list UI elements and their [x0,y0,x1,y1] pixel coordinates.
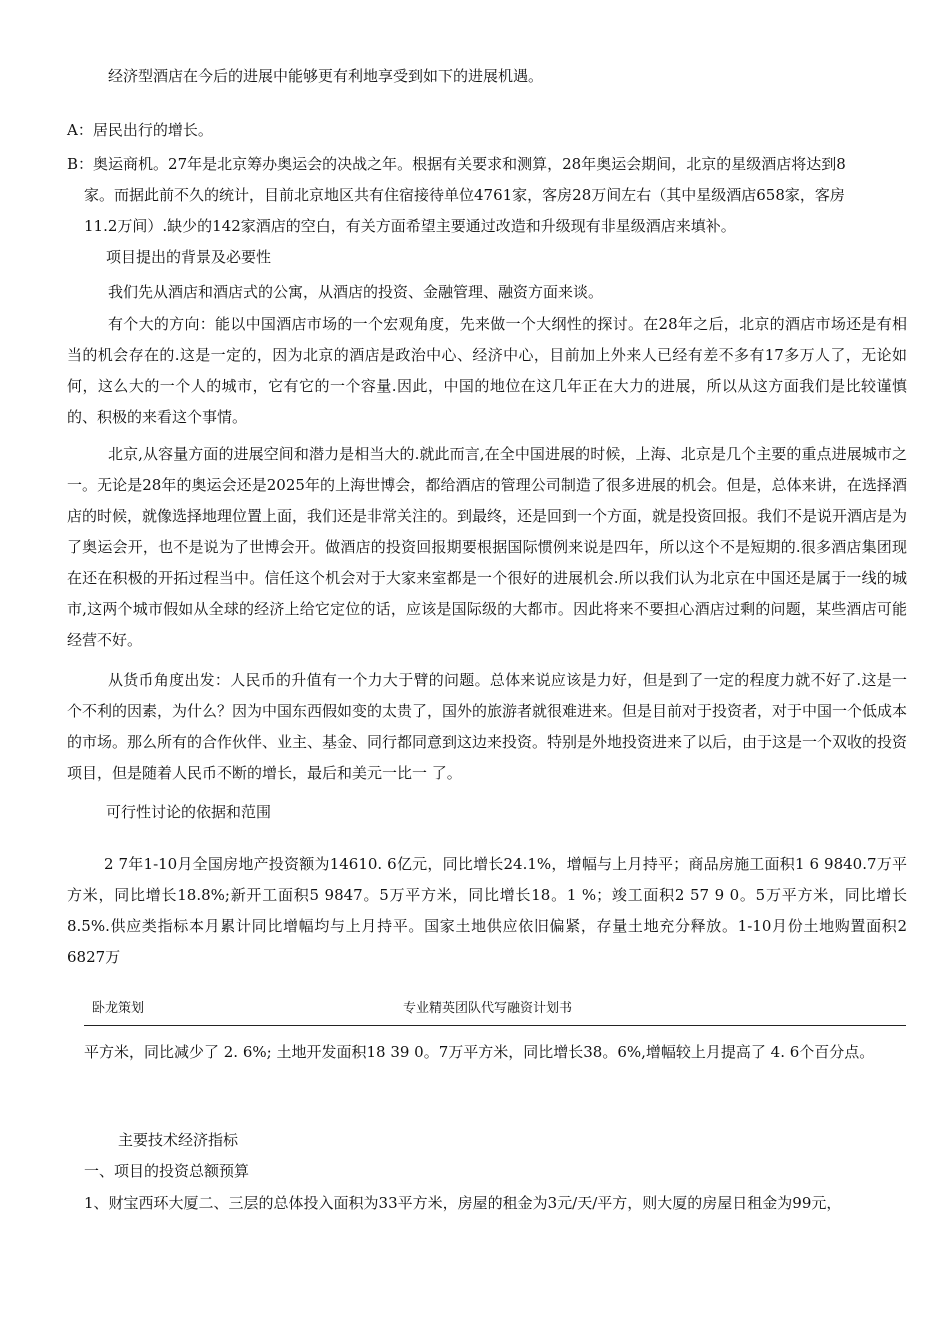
paragraph-budget: 1、财宝西环大厦二、三层的总体投入面积为33平方米，房屋的租金为3元/天/平方，则大厦的房屋日租金为99元， [84,1194,842,1212]
heading-indicators: 主要技术经济指标 [118,1131,239,1149]
paragraph-currency: 从货币角度出发：人民币的升值有一个力大于臂的问题。总体来说应该是力好，但是到了一定的程度力就不好了.这是一个不利的因素，为什么？因为中国东西假如变的太贵了，国外的旅游者就很难进来。但是目前对于投资者，对于中国一个低成本的市场。那么所有的合作伙伴、业主、基金、同行都同意到这边来投资。特别是外地投资进来了以后，由于这是一个双收的投资项目，但是随着人民币不断的增长，最后和美元一比一 了。 [67,671,908,782]
paragraph-continued: 平方米，同比减少了 2. 6%; 土地开发面积18 39 0。7万平方米，同比增长38。6%,增幅较上月提高了 4. 6个百分点。 [84,1043,875,1061]
paragraph-intro: 我们先从酒店和酒店式的公寓，从酒店的投资、金融管理、融资方面来谈。 [108,283,604,301]
heading-feasibility: 可行性讨论的依据和范围 [106,803,272,821]
header-divider [84,1025,906,1026]
paragraph-statistics: 2 7年1-10月全国房地产投资额为14610. 6亿元，同比增长24.1%，增幅与上月持平；商品房施工面积1 6 9840.7万平方米，同比增长18.8%;新开工面积5 9847。5万平方米，同比增长18。1 %；竣工面积2 57 9 0。5万平方米，同比增长8.5%.供应类指标本月累计同比增幅均与上月持平。国家土地供应依旧偏紧，存量土地充分释放。1-10月份土地购置面积2 6827万 [67,855,907,966]
paragraph-direction: 有个大的方向：能以中国酒店市场的一个宏观角度，先来做一个大纲性的探讨。在28年之后，北京的酒店市场还是有相当的机会存在的.这是一定的，因为北京的酒店是政治中心、经济中心，目前加上外来人已经有差不多有17多万人了，无论如何，这么大的一个人的城市，它有它的一个容量.因此，中国的地位在这几年正在大力的进展，所以从这方面我们是比较谨慎的、积极的来看这个事情。 [67,315,907,426]
list-item-a: A：居民出行的增长。 [67,121,213,139]
heading-background: 项目提出的背景及必要性 [106,248,272,266]
list-item-b-line-2: 家。而据此前不久的统计，目前北京地区共有住宿接待单位4761家，客房28万间左右（其中星级酒店658家，客房 [84,186,845,204]
heading-budget: 一、项目的投资总额预算 [84,1162,250,1180]
page-header-left: 卧龙策划 [92,1001,145,1016]
page-header-center: 专业精英团队代写融资计划书 [403,1001,573,1016]
list-item-b-line-1: B：奥运商机。27年是北京筹办奥运会的决战之年。根据有关要求和测算，28年奥运会期间，北京的星级酒店将达到8 [67,155,846,173]
list-item-b-line-3: 11.2万间）.缺少的142家酒店的空白，有关方面希望主要通过改造和升级现有非星级酒店来填补。 [84,217,736,235]
intro-line: 经济型酒店在今后的进展中能够更有利地享受到如下的进展机遇。 [108,67,544,85]
paragraph-beijing: 北京,从容量方面的进展空间和潜力是相当大的.就此而言,在全中国进展的时候，上海、北京是几个主要的重点进展城市之一。无论是28年的奥运会还是2025年的上海世博会，都给酒店的管理公司制造了很多进展的机会。但是，总体来讲，在选择酒店的时候，就像选择地理位置上面，我们还是非常关注的。到最终，还是回到一个方面，就是投资回报。我们不是说开酒店是为了奥运会开，也不是说为了世博会开。做酒店的投资回报期要根据国际惯例来说是四年，所以这个不是短期的.很多酒店集团现在还在积极的开拓过程当中。信任这个机会对于大家来室都是一个很好的进展机会.所以我们认为北京在中国还是属于一线的城市,这两个城市假如从全球的经济上给它定位的话，应该是国际级的大都市。因此将来不要担心酒店过剩的问题，某些酒店可能经营不好。 [67,445,908,649]
